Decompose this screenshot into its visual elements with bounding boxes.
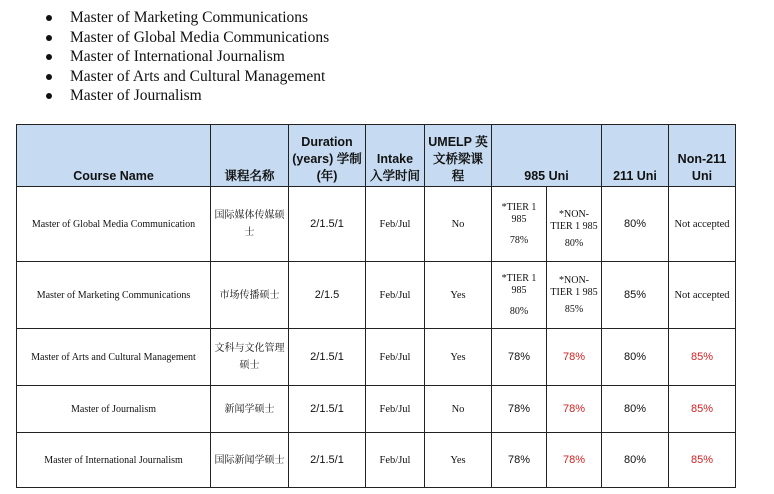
non-tier1-985-cell: 78% (547, 386, 602, 433)
table-row (17, 187, 736, 262)
bullet-text: Master of International Journalism (70, 48, 285, 65)
uni-211-cell: 80% (602, 386, 669, 433)
chinese-name-cell: 市场传播硕士 (211, 262, 289, 329)
bullet-text: Master of Arts and Cultural Management (70, 67, 326, 85)
uni-211-cell: 80% (602, 329, 669, 386)
chinese-name-cell: 新闻学硕士 (211, 386, 289, 433)
chinese-name-cell: 国际新闻学硕士 (211, 433, 289, 488)
umelp-cell: Yes (425, 329, 492, 386)
tier1-label: *TIER 1 985 (501, 273, 537, 296)
tier1-985-cell: 78% (492, 433, 547, 488)
bullet-item (44, 8, 329, 28)
tier1-985-cell (492, 187, 547, 262)
umelp-cell: Yes (425, 433, 492, 488)
course-name-cell: Master of Global Media Communication (17, 187, 211, 262)
table-row (17, 262, 736, 329)
non-tier1-985-cell (547, 262, 602, 329)
table-row (17, 386, 736, 433)
bullet-text: Master of Marketing Communications (70, 9, 309, 26)
non-211-cell: 85% (669, 433, 736, 488)
program-bullet-list (44, 8, 329, 106)
tier1-label: *TIER 1 985 (501, 202, 537, 225)
intake-cell: Feb/Jul (366, 329, 425, 386)
bullet-item (44, 28, 329, 48)
header-985-uni: 985 Uni (492, 125, 602, 187)
non-211-cell: Not accepted (669, 187, 736, 262)
bullet-item (44, 47, 329, 67)
duration-cell: 2/1.5/1 (289, 433, 366, 488)
duration-cell: 2/1.5 (289, 262, 366, 329)
chinese-name-cell: 国际媒体传媒硕士 (211, 187, 289, 262)
bullet-item (44, 86, 329, 106)
header-intake: Intake 入学时间 (366, 125, 425, 187)
non-tier1-value: 80% (564, 238, 584, 249)
non-tier1-985-cell: 78% (547, 329, 602, 386)
course-name-cell: Master of Marketing Communications (17, 262, 211, 329)
non-211-cell: 85% (669, 329, 736, 386)
umelp-cell: No (425, 187, 492, 262)
header-non-211-uni: Non-211 Uni (669, 125, 736, 187)
umelp-cell: No (425, 386, 492, 433)
bullet-text: Master of Global Media Communications (70, 28, 330, 46)
course-requirements-table (16, 124, 736, 488)
header-211-uni: 211 Uni (602, 125, 669, 187)
bullet-item (44, 67, 329, 87)
chinese-name-cell: 文科与文化管理硕士 (211, 329, 289, 386)
course-name-cell: Master of Arts and Cultural Management (17, 329, 211, 386)
table-row (17, 329, 736, 386)
intake-cell: Feb/Jul (366, 433, 425, 488)
duration-cell: 2/1.5/1 (289, 187, 366, 262)
non-tier1-985-cell (547, 187, 602, 262)
duration-cell: 2/1.5/1 (289, 329, 366, 386)
intake-cell: Feb/Jul (366, 262, 425, 329)
table-header-row (17, 125, 736, 187)
table-row (17, 433, 736, 488)
course-name-cell: Master of International Journalism (17, 433, 211, 488)
non-tier1-985-cell: 78% (547, 433, 602, 488)
bullet-dot-icon (46, 15, 52, 21)
tier1-value: 80% (509, 306, 529, 317)
uni-211-cell: 80% (602, 187, 669, 262)
tier1-985-cell: 78% (492, 329, 547, 386)
bullet-dot-icon (46, 35, 52, 41)
tier1-985-cell: 78% (492, 386, 547, 433)
bullet-text: Master of Journalism (70, 87, 202, 104)
non-tier1-label: *NON-TIER 1 985 (550, 209, 598, 232)
bullet-dot-icon (46, 93, 52, 99)
header-duration: Duration (years) 学制(年) (289, 125, 366, 187)
non-tier1-value: 85% (564, 304, 584, 315)
tier1-985-cell (492, 262, 547, 329)
header-chinese-name: 课程名称 (211, 125, 289, 187)
tier1-value: 78% (509, 235, 529, 246)
header-umelp: UMELP 英文桥梁课程 (425, 125, 492, 187)
non-211-cell: 85% (669, 386, 736, 433)
intake-cell: Feb/Jul (366, 187, 425, 262)
non-tier1-label: *NON-TIER 1 985 (550, 275, 598, 298)
uni-211-cell: 80% (602, 433, 669, 488)
non-211-cell: Not accepted (669, 262, 736, 329)
intake-cell: Feb/Jul (366, 386, 425, 433)
uni-211-cell: 85% (602, 262, 669, 329)
header-course-name: Course Name (17, 125, 211, 187)
umelp-cell: Yes (425, 262, 492, 329)
course-name-cell: Master of Journalism (17, 386, 211, 433)
duration-cell: 2/1.5/1 (289, 386, 366, 433)
bullet-dot-icon (46, 54, 52, 60)
bullet-dot-icon (46, 74, 52, 80)
